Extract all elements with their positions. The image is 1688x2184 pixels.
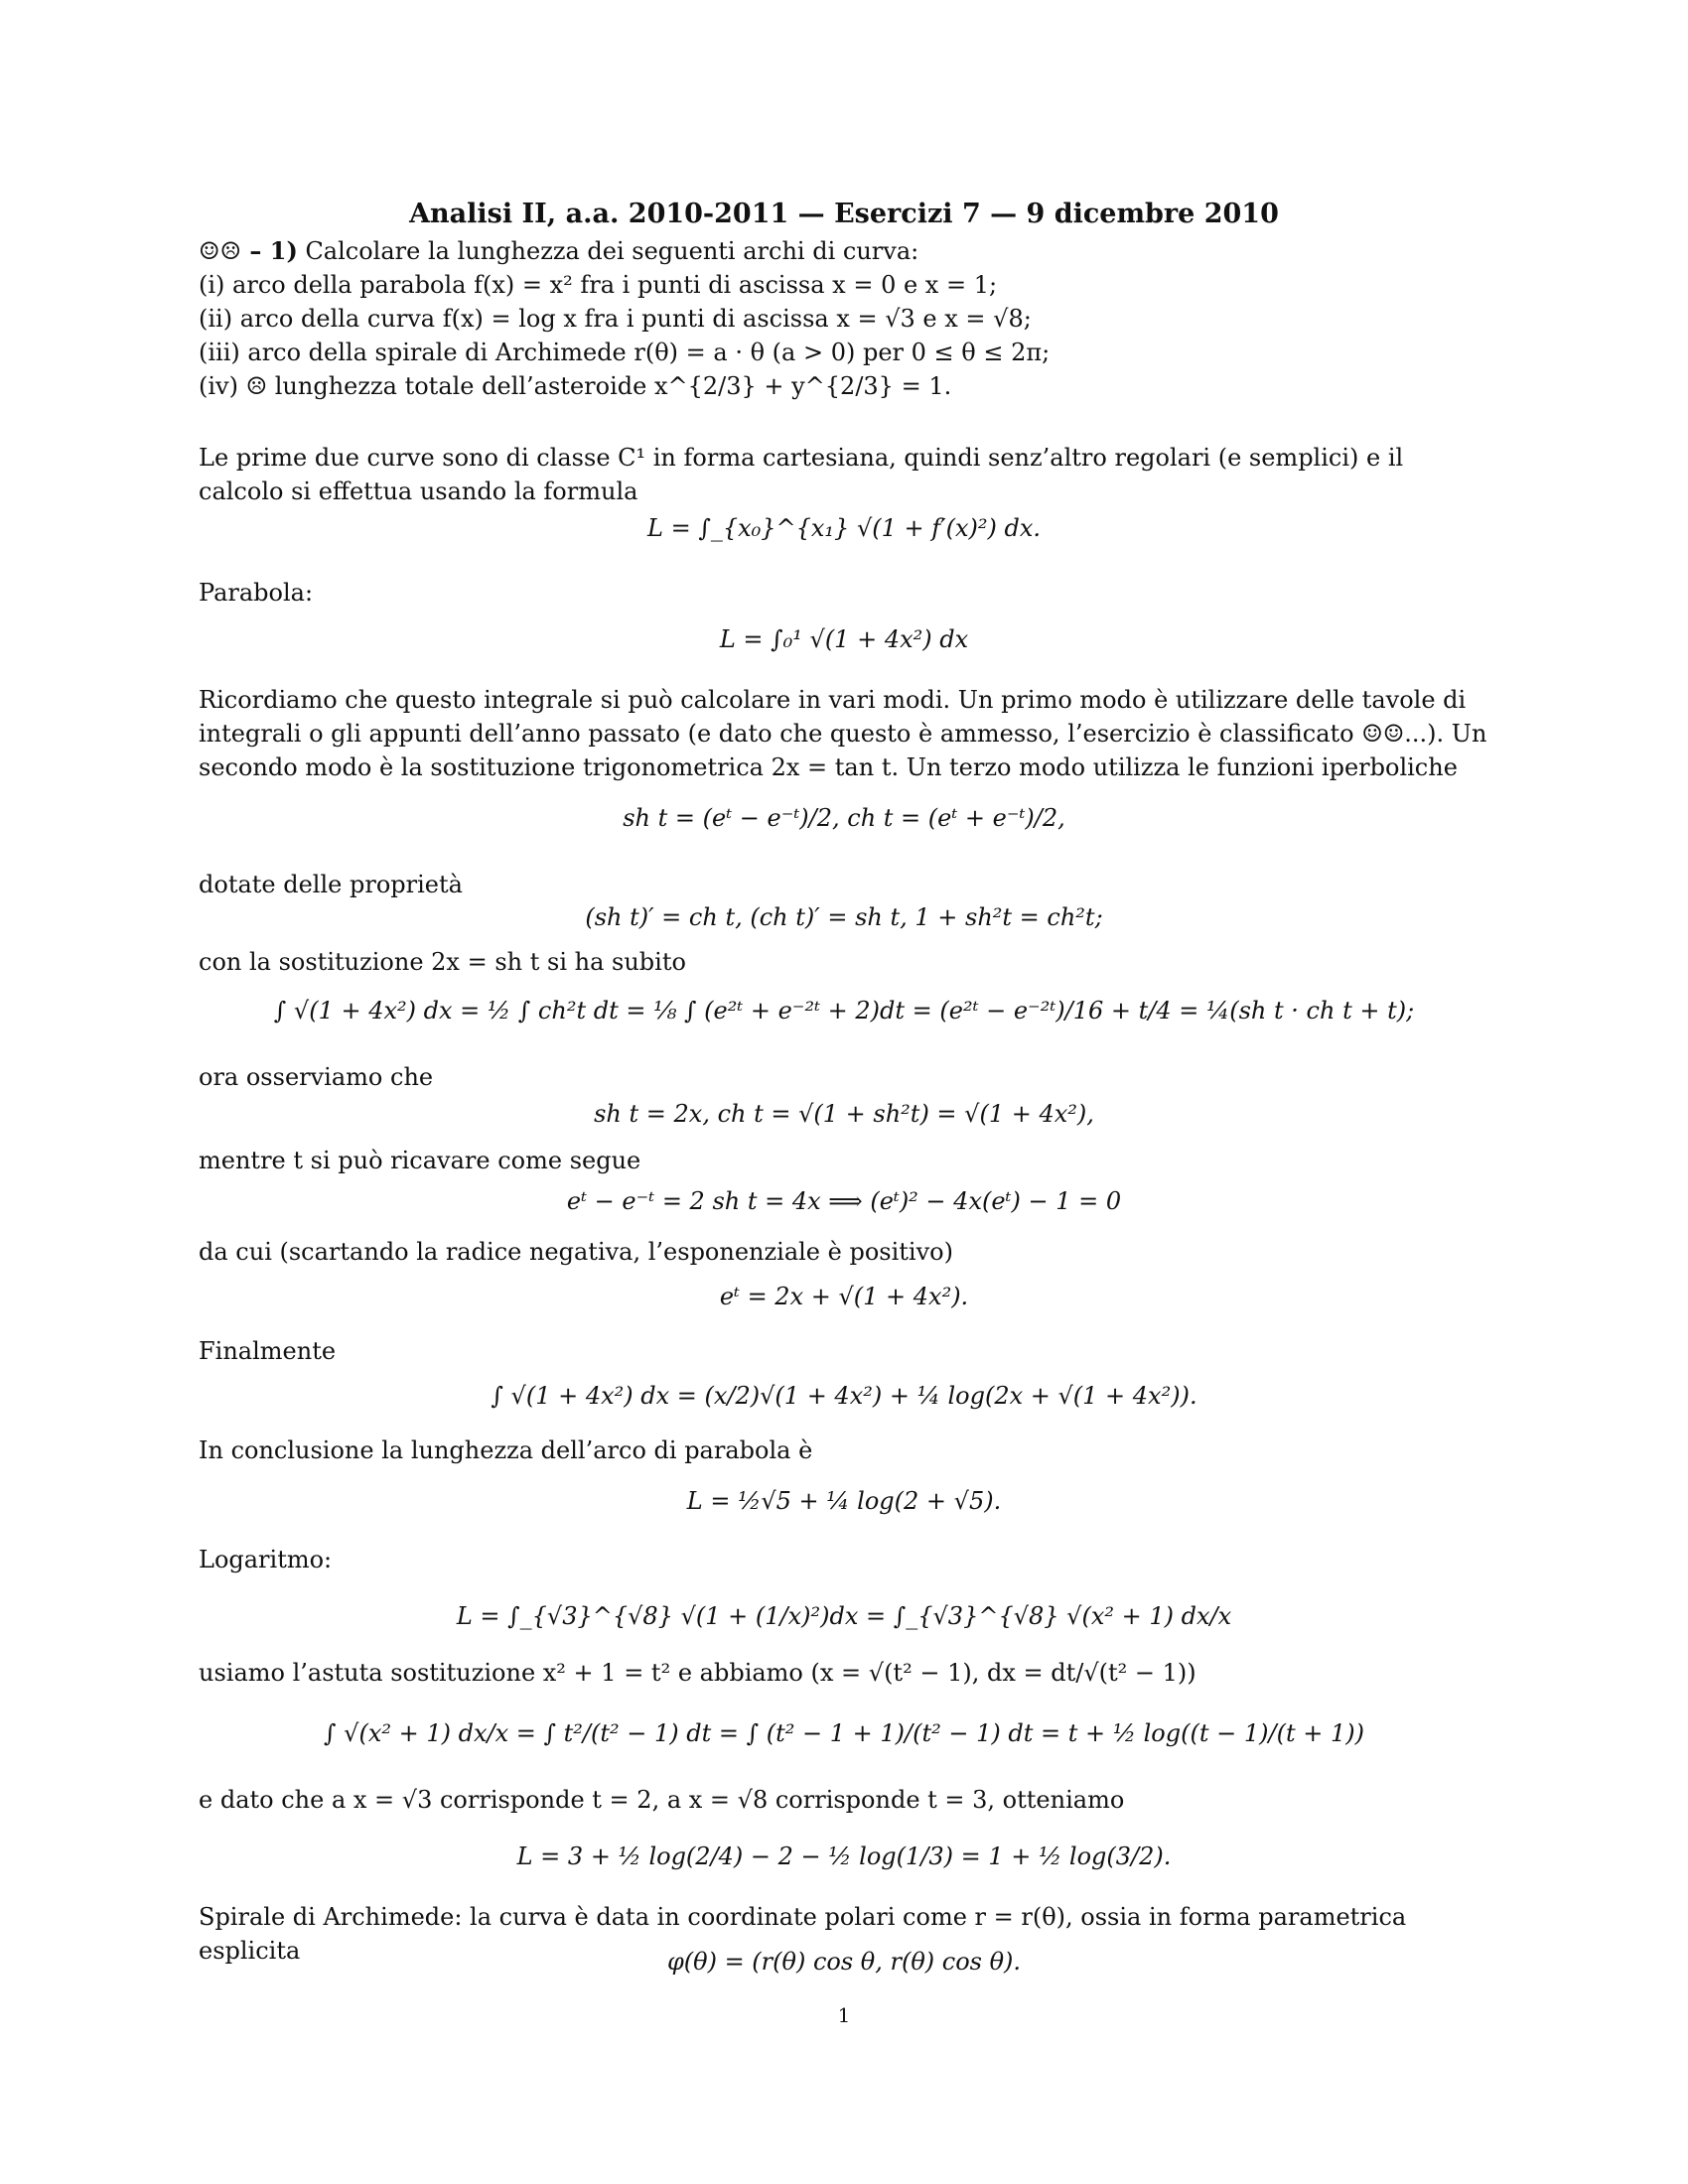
equation-13 [199,1843,1489,1870]
equation-8-text: eᵗ = 2x + √(1 + 4x²). [719,1283,969,1310]
equation-4 [199,903,1489,931]
paragraph-10: usiamo l’astuta sostituzione x² + 1 = t² e abbiamo (x = √(t² − 1), dx = dt/√(t² − 1)) [199,1659,1196,1687]
exercise-block [199,234,1489,403]
equation-8 [199,1283,1489,1310]
paragraph-2: Ricordiamo che questo integrale si può calcolare in vari modi. Un primo modo è utilizzare delle tavole di integrali o gli appunti dell’anno passato (e dato che questo è ammesso, l’esercizio è classificato ☺☺...). Un secondo modo è la sostituzione trigonometrica 2x = tan t. Un terzo modo utilizza le funzioni iperboliche [199,686,1487,781]
equation-12-text: ∫ √(x² + 1) dx/x = ∫ t²/(t² − 1) dt = ∫ (t² − 1 + 1)/(t² − 1) dt = t + ½ log((t − 1)/(t + 1)) [324,1719,1364,1747]
equation-9 [199,1382,1489,1410]
equation-7 [199,1187,1489,1215]
equation-3 [199,804,1489,832]
exercise-item-4: (iv) ☹ lunghezza totale dell’asteroide x^{2/3} + y^{2/3} = 1. [199,372,952,400]
equation-6-text: sh t = 2x, ch t = √(1 + sh²t) = √(1 + 4x²), [594,1100,1094,1128]
equation-6 [199,1100,1489,1128]
equation-10 [199,1487,1489,1515]
equation-4-text: (sh t)′ = ch t, (ch t)′ = sh t, 1 + sh²t = ch²t; [585,903,1103,931]
paragraph-6: mentre t si può ricavare come segue [199,1147,641,1174]
exercise-marker: ☺☹ – 1) [199,236,298,265]
paragraph-1: Le prime due curve sono di classe C¹ in forma cartesiana, quindi senz’altro regolari (e semplici) e il calcolo si effettua usando la formula [199,444,1404,505]
paragraph-9: In conclusione la lunghezza dell’arco di parabola è [199,1436,813,1464]
equation-1-text: L = ∫_{x₀}^{x₁} √(1 + f′(x)²) dx. [647,514,1041,542]
equation-5 [199,997,1489,1024]
equation-11-text: L = ∫_{√3}^{√8} √(1 + (1/x)²)dx = ∫_{√3}^{√8} √(x² + 1) dx/x [456,1602,1232,1630]
paragraph-5: ora osserviamo che [199,1063,434,1091]
equation-3-text: sh t = (eᵗ − e⁻ᵗ)/2, ch t = (eᵗ + e⁻ᵗ)/2, [623,804,1065,832]
exercise-item-1: (i) arco della parabola f(x) = x² fra i punti di ascissa x = 0 e x = 1; [199,271,998,299]
parabola-label: Parabola: [199,579,314,607]
paragraph-11: e dato che a x = √3 corrisponde t = 2, a x = √8 corrisponde t = 3, otteniamo [199,1786,1125,1814]
equation-11 [199,1602,1489,1630]
equation-10-text: L = ½√5 + ¼ log(2 + √5). [686,1487,1002,1515]
exercise-item-2: (ii) arco della curva f(x) = log x fra i punti di ascissa x = √3 e x = √8; [199,305,1032,333]
equation-1 [199,514,1489,542]
exercise-item-3: (iii) arco della spirale di Archimede r(θ) = a · θ (a > 0) per 0 ≤ θ ≤ 2π; [199,339,1051,366]
equation-14-text: φ(θ) = (r(θ) cos θ, r(θ) cos θ). [666,1948,1022,1976]
logaritmo-label: Logaritmo: [199,1546,333,1573]
equation-13-text: L = 3 + ½ log(2/4) − 2 − ½ log(1/3) = 1 + ½ log(3/2). [516,1843,1172,1870]
page-title: Analisi II, a.a. 2010-2011 — Esercizi 7 — 9 dicembre 2010 [409,199,1279,229]
equation-5-text: ∫ √(1 + 4x²) dx = ½ ∫ ch²t dt = ⅛ ∫ (e²ᵗ + e⁻²ᵗ + 2)dt = (e²ᵗ − e⁻²ᵗ)/16 + t/4 = ¼(sh t · ch t + t); [273,997,1415,1024]
paragraph-3: dotate delle proprietà [199,871,463,898]
paragraph-12: Spirale di Archimede: la curva è data in coordinate polari come r = r(θ), ossia in forma parametrica esplicita [199,1903,1407,1965]
paragraph-7: da cui (scartando la radice negativa, l’esponenziale è positivo) [199,1238,953,1266]
page-number: 1 [837,2003,851,2027]
equation-2 [199,625,1489,653]
equation-7-text: eᵗ − e⁻ᵗ = 2 sh t = 4x ⟹ (eᵗ)² − 4x(eᵗ) − 1 = 0 [566,1187,1122,1215]
exercise-intro: Calcolare la lunghezza dei seguenti archi di curva: [305,237,919,265]
paragraph-8: Finalmente [199,1337,337,1365]
equation-2-text: L = ∫₀¹ √(1 + 4x²) dx [719,625,969,653]
equation-12 [199,1719,1489,1747]
equation-14 [199,1948,1489,1976]
equation-9-text: ∫ √(1 + 4x²) dx = (x/2)√(1 + 4x²) + ¼ log(2x + √(1 + 4x²)). [491,1382,1197,1410]
paragraph-4: con la sostituzione 2x = sh t si ha subito [199,948,686,976]
